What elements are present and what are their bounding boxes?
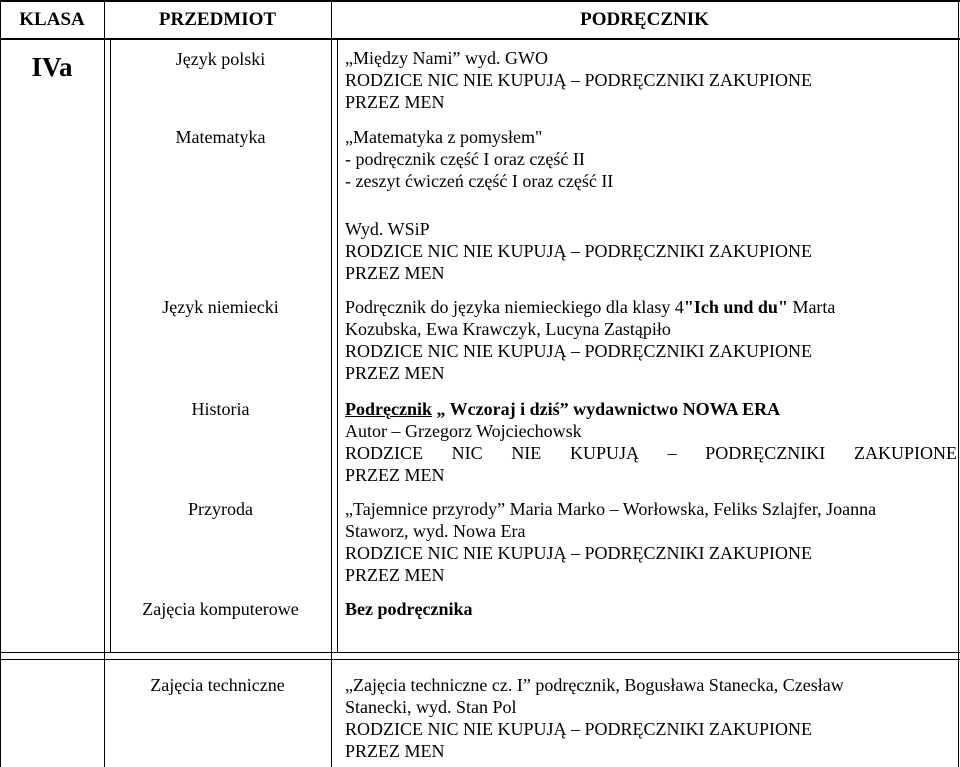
table-border-top [0, 0, 960, 2]
header-przedmiot: PRZEDMIOT [158, 9, 277, 30]
subject-polski: Język polski [175, 49, 266, 69]
subject-matematyka: Matematyka [175, 127, 266, 147]
notice-justified: RODZICE NIC NIE KUPUJĄ – PODRĘCZNIKI ZAKUPIONE [345, 443, 957, 463]
publisher-matematyka: Wyd. WSiP RODZICE NIC NIE KUPUJĄ – PODRĘCZNIKI ZAKUPIONE PRZEZ MEN [345, 219, 812, 283]
subject-techniczne: Zajęcia techniczne [150, 675, 285, 695]
table-border-right [958, 0, 959, 767]
table-border-left [0, 0, 1, 767]
table-divider-bottom [0, 659, 960, 660]
subject-komputerowe: Zajęcia komputerowe [142, 599, 299, 619]
header-divider [0, 38, 960, 40]
book-matematyka: „Matematyka z pomysłem" - podręcznik część I oraz część II - zeszyt ćwiczeń część I oraz część II [345, 127, 614, 191]
klasa-column-divider [104, 0, 105, 767]
header-podrecznik: PODRĘCZNIK [580, 9, 709, 30]
book-polski: „Między Nami” wyd. GWO RODZICE NIC NIE KUPUJĄ – PODRĘCZNIKI ZAKUPIONE PRZEZ MEN [345, 48, 812, 112]
przedmiot-column-divider [331, 0, 332, 767]
class-name: IVa [31, 52, 73, 82]
book-historia: Podręcznik „ Wczoraj i dziś” wydawnictwo NOWA ERA Autor – Grzegorz Wojciechowsk RODZICE NIC NIE KUPUJĄ – PODRĘCZNIKI ZAKUPIONE PRZEZ MEN [345, 399, 957, 485]
przedmiot-column-divider-inner [337, 40, 338, 652]
book-niemiecki: Podręcznik do języka niemieckiego dla klasy 4"Ich und du" Marta Kozubska, Ewa Krawczyk, Lucyna Zastąpiło RODZICE NIC NIE KUPUJĄ – PODRĘCZNIKI ZAKUPIONE PRZEZ MEN [345, 297, 836, 383]
book-przyroda: „Tajemnice przyrody” Maria Marko – Worłowska, Feliks Szlajfer, Joanna Staworz, wyd. Nowa Era RODZICE NIC NIE KUPUJĄ – PODRĘCZNIKI ZAKUPIONE PRZEZ MEN [345, 499, 877, 585]
header-klasa: KLASA [19, 9, 85, 30]
book-techniczne: „Zajęcia techniczne cz. I” podręcznik, Bogusława Stanecka, Czesław Stanecki, wyd. Stan Pol RODZICE NIC NIE KUPUJĄ – PODRĘCZNIKI ZAKUPIONE PRZEZ MEN [345, 675, 844, 761]
subject-historia: Historia [191, 399, 250, 419]
subject-niemiecki: Język niemiecki [162, 297, 279, 317]
subject-przyroda: Przyroda [188, 499, 253, 519]
book-komputerowe: Bez podręcznika [345, 599, 473, 619]
table-divider-bottom-top [0, 652, 960, 653]
